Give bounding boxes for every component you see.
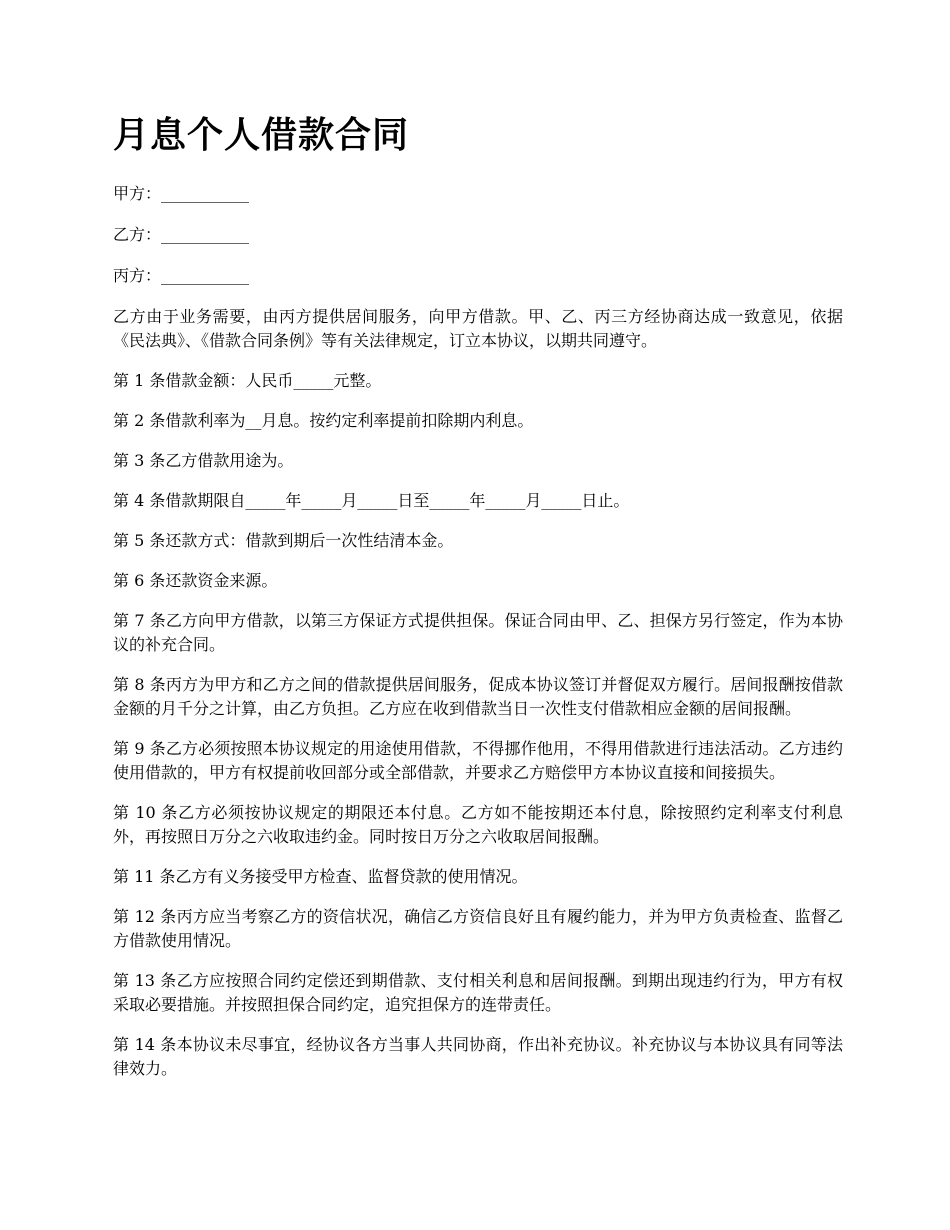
clause-9: 第 9 条乙方必须按照本协议规定的用途使用借款，不得挪作他用，不得用借款进行违法活动。乙方违约使用借款的，甲方有权提前收回部分或全部借款，并要求乙方赔偿甲方本协议直接和间接损失。: [113, 739, 843, 782]
clause-13: 第 13 条乙方应按照合同约定偿还到期借款、支付相关利息和居间报酬。到期出现违约行为，甲方有权采取必要措施。并按照担保合同约定，追究担保方的连带责任。: [113, 971, 843, 1014]
clause-11: 第 11 条乙方有义务接受甲方检查、监督贷款的使用情况。: [113, 867, 528, 886]
party-a-line: 甲方：___________: [113, 184, 250, 203]
clause-2: 第 2 条借款利率为__月息。按约定利率提前扣除期内利息。: [113, 411, 534, 430]
clause-10: 第 10 条乙方必须按协议规定的期限还本付息。乙方如不能按期还本付息，除按照约定利率支付利息外，再按照日万分之六收取违约金。同时按日万分之六收取居间报酬。: [113, 803, 843, 846]
preamble-paragraph: 乙方由于业务需要，由丙方提供居间服务，向甲方借款。甲、乙、丙三方经协商达成一致意见，依据《民法典》、《借款合同条例》等有关法律规定，订立本协议，以期共同遵守。: [113, 307, 843, 350]
clause-12: 第 12 条丙方应当考察乙方的资信状况，确信乙方资信良好且有履约能力，并为甲方负责检查、监督乙方借款使用情况。: [113, 907, 843, 950]
clause-8: 第 8 条丙方为甲方和乙方之间的借款提供居间服务，促成本协议签订并督促双方履行。居间报酬按借款金额的月千分之计算，由乙方负担。乙方应在收到借款当日一次性支付借款相应金额的居间报酬。: [113, 675, 843, 718]
party-c-line: 丙方：___________: [113, 266, 250, 285]
clause-1: 第 1 条借款金额：人民币_____元整。: [113, 371, 382, 390]
clause-7: 第 7 条乙方向甲方借款，以第三方保证方式提供担保。保证合同由甲、乙、担保方另行签定，作为本协议的补充合同。: [113, 611, 843, 654]
clause-3: 第 3 条乙方借款用途为。: [113, 451, 294, 470]
clause-6: 第 6 条还款资金来源。: [113, 571, 278, 590]
document-title: 月息个人借款合同: [113, 115, 410, 156]
party-b-line: 乙方：___________: [113, 225, 250, 244]
clause-5: 第 5 条还款方式：借款到期后一次性结清本金。: [113, 531, 454, 550]
clause-4: 第 4 条借款期限自_____年_____月_____日至_____年_____月_____日止。: [113, 491, 630, 510]
clause-14: 第 14 条本协议未尽事宜，经协议各方当事人共同协商，作出补充协议。补充协议与本协议具有同等法律效力。: [113, 1035, 843, 1078]
document-page: [113, 110, 843, 1097]
